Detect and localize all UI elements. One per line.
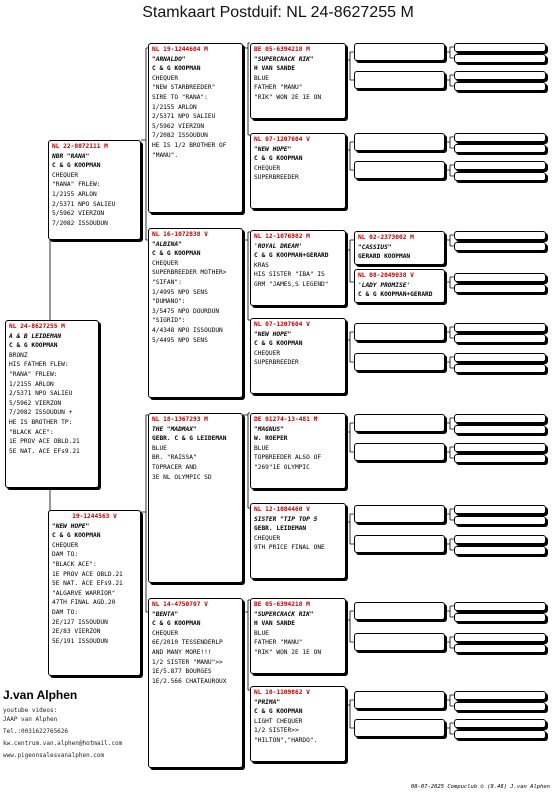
pedigree-card-fmfm[interactable] — [354, 269, 445, 303]
info-line: CHEQUER — [152, 629, 179, 637]
pigeon-name: 'LADY PROMISE' — [358, 281, 411, 289]
page-title: Stamkaart Postduif: NL 24-8627255 M — [142, 4, 414, 21]
owner-name: C & G KOOPMAN — [254, 155, 303, 163]
pedigree-card-empty[interactable] — [454, 505, 546, 514]
pigeon-name: "MAGNUS" — [254, 425, 284, 433]
pedigree-card-empty[interactable] — [354, 133, 445, 151]
info-line: GRM "JAMES,S LEGEND" — [254, 280, 329, 288]
breeder-phone: Tel.:0031622765626 — [3, 728, 69, 735]
info-line: BLUE — [254, 444, 269, 452]
owner-name: C & G KOOPMAN — [152, 250, 201, 258]
owner-name: GEBR. C & G LEIDEMAN — [152, 435, 227, 443]
info-line: SUPERBREEDER — [254, 359, 299, 367]
ring-number: DE 01274-13-481 M — [254, 416, 318, 423]
owner-name: C & G KOOPMAN — [152, 65, 201, 73]
ring-number: BE 05-6394218 M — [254, 46, 310, 53]
breeder-name: J.van Alphen — [3, 688, 78, 702]
pedigree-card-empty[interactable] — [454, 353, 546, 362]
info-line: 47TH FINAL AGD.20 — [52, 599, 116, 607]
pigeon-name: "ARNALDO" — [152, 55, 186, 63]
info-line: 7/2082 ISSOUDUN — [152, 132, 208, 140]
info-line: DAM TO: — [52, 551, 79, 559]
info-line: CHEQUER — [52, 171, 79, 179]
pedigree-card-fmf[interactable] — [250, 230, 346, 306]
pedigree-card-empty[interactable] — [454, 43, 546, 52]
pedigree-card-empty[interactable] — [354, 43, 445, 61]
info-line: 1E/2.566 CHATEAUROUX — [152, 677, 227, 685]
info-line: CHEQUER — [254, 534, 281, 542]
pedigree-card-empty[interactable] — [454, 161, 546, 170]
pedigree-card-empty[interactable] — [454, 730, 546, 739]
info-line: HE IS 1/2 BROTHER OF — [152, 141, 227, 149]
pigeon-name: "SUPERCRACK RIK" — [254, 55, 314, 63]
pedigree-card-empty[interactable] — [454, 414, 546, 423]
info-line: CHEQUER — [254, 164, 281, 172]
info-line: "HILTON","HARDO". — [254, 736, 318, 744]
pedigree-card-empty[interactable] — [354, 353, 445, 371]
info-line: 5/5962 VIERZON — [52, 210, 105, 218]
pedigree-card-empty[interactable] — [354, 414, 445, 432]
pedigree-card-empty[interactable] — [454, 334, 546, 343]
ring-number: NL 08-2049038 V — [358, 272, 414, 279]
pigeon-name: "NEW HOPE" — [254, 330, 292, 338]
info-line: "RIK" WON 2E 1E ON — [254, 648, 322, 656]
info-line: 2/5371 NPO SALIEU — [152, 113, 216, 121]
info-line: BLUE — [254, 629, 269, 637]
pedigree-card-mff[interactable] — [250, 413, 346, 489]
pigeon-name: "NEW HOPE" — [254, 145, 292, 153]
info-line: 6E/2010 TESSENDERLP — [152, 639, 223, 647]
pedigree-card-ff[interactable] — [148, 43, 243, 213]
pigeon-name: "NEW HOPE" — [52, 522, 90, 530]
pedigree-card-empty[interactable] — [454, 613, 546, 622]
info-line: 9TH PRICE FINAL ONE — [254, 544, 325, 552]
pedigree-card-mfm[interactable] — [250, 503, 346, 579]
info-line: CHEQUER — [152, 74, 179, 82]
info-line: 1/2 SISTER>> — [254, 727, 299, 735]
pedigree-card-empty[interactable] — [454, 71, 546, 80]
info-line: LIGHT CHEQUER — [254, 717, 303, 725]
owner-name: C & G KOOPMAN — [254, 340, 303, 348]
info-line: "MANU". — [152, 151, 179, 159]
breeder-email[interactable]: kw.centrum.van.alphen@hotmail.com — [3, 740, 123, 747]
pedigree-card-empty[interactable] — [454, 54, 546, 63]
pedigree-card-mother[interactable] — [48, 510, 141, 676]
ring-number: NL 18-1367293 M — [152, 416, 208, 423]
info-line: 1E/5.877 BOURGES — [152, 668, 212, 676]
breeder-info-line: youtube videos: — [3, 707, 58, 714]
info-line: 5/4495 NPO SENS — [152, 336, 208, 344]
pedigree-card-mmf[interactable] — [250, 598, 346, 674]
pigeon-name: NBR "RANA" — [52, 152, 90, 160]
pedigree-card-empty[interactable] — [354, 719, 445, 737]
info-line: FATHER "MANU" — [254, 84, 303, 92]
info-line: 2/5371 NPO SALIEU — [52, 200, 116, 208]
info-line: "SIFAN": — [152, 278, 182, 286]
pedigree-card-empty[interactable] — [454, 443, 546, 452]
info-line: "SIGRID": — [152, 317, 186, 325]
pedigree-card-empty[interactable] — [354, 691, 445, 709]
info-line: SUPERBREEDER MOTHER> — [152, 269, 227, 277]
pedigree-card-empty[interactable] — [454, 273, 546, 282]
info-line: 1E PROV ACE OBLD.21 — [9, 438, 80, 446]
ring-number: BE 05-6394218 M — [254, 601, 310, 608]
info-line: CHEQUER — [52, 541, 79, 549]
pedigree-card-mm[interactable] — [148, 598, 243, 768]
owner-name: C & G KOOPMAN+GERARD — [358, 291, 433, 299]
pigeon-name: THE "MADMAX" — [152, 425, 197, 433]
ring-number: NL 22-8072111 M — [52, 143, 108, 150]
pedigree-card-empty[interactable] — [454, 231, 546, 240]
pigeon-name: "SUPERCRACK RIK" — [254, 610, 314, 618]
pedigree-card-fm[interactable] — [148, 228, 243, 398]
info-line: 2E/83 VIERZON — [52, 628, 101, 636]
pedigree-card-empty[interactable] — [454, 535, 546, 544]
pedigree-card-empty[interactable] — [454, 633, 546, 642]
pedigree-card-empty[interactable] — [454, 82, 546, 91]
info-line: "RANA" FRLEW: — [52, 181, 101, 189]
ring-number: NL 07-1207604 V — [254, 136, 310, 143]
pedigree-card-empty[interactable] — [454, 702, 546, 711]
info-line: FATHER "MANU" — [254, 639, 303, 647]
pigeon-name: "BENTA" — [152, 610, 179, 618]
pedigree-card-mmm[interactable] — [250, 686, 346, 762]
info-line: 7/2082 ISSOUDUN — [52, 219, 108, 227]
pedigree-card-fmff[interactable] — [354, 231, 445, 265]
info-line: HIS SISTER "IBA" IS — [254, 271, 325, 279]
pedigree-card-empty[interactable] — [454, 719, 546, 728]
owner-name: C & G KOOPMAN — [152, 620, 201, 628]
info-line: 2E/127 ISSOUDUN — [52, 618, 108, 626]
pigeon-name: SISTER "TIP TOP 5 — [254, 515, 318, 523]
info-line: SIRE TO "RANA": — [152, 93, 208, 101]
pedigree-card-fff[interactable] — [250, 43, 346, 119]
pedigree-card-empty[interactable] — [454, 242, 546, 251]
pedigree-card-empty[interactable] — [354, 505, 445, 523]
pedigree-card-fmm[interactable] — [250, 318, 346, 394]
info-line: 7/2082 ISSOUDUN + — [9, 409, 73, 417]
info-line: "269"1E OLYMPIC — [254, 463, 310, 471]
info-line: 1/2155 ARLON — [152, 103, 197, 111]
owner-name: H VAN SANDE — [254, 65, 295, 73]
pedigree-card-empty[interactable] — [354, 161, 445, 179]
owner-name: GERARD KOOPMAN — [358, 253, 411, 261]
pigeon-name: "ALBINA" — [152, 240, 182, 248]
info-line: CHEQUER — [152, 259, 179, 267]
info-line: BLUE — [254, 74, 269, 82]
pedigree-card-empty[interactable] — [354, 71, 445, 89]
ring-number: NL 14-4750707 V — [152, 601, 208, 608]
info-line: "RIK" WON 2E 1E ON — [254, 93, 322, 101]
ring-number: NL 02-2373002 M — [358, 234, 414, 241]
info-line: 5E NAT. ACE EFs9.21 — [9, 447, 80, 455]
pedigree-card-empty[interactable] — [354, 633, 445, 651]
info-line: "ALGARVE WARRIOR" — [52, 589, 116, 597]
owner-name: C & G KOOPMAN — [52, 532, 101, 540]
ring-number: NL 19-1244604 M — [152, 46, 208, 53]
info-line: BRONZ — [9, 351, 28, 359]
info-line: 1/2 SISTER "MANU">> — [152, 658, 223, 666]
pedigree-card-empty[interactable] — [454, 284, 546, 293]
breeder-website[interactable]: www.pigeonsalesvanalphen.com — [3, 752, 105, 759]
ring-number: NL 10-1109862 V — [254, 689, 310, 696]
info-line: 3E NL OLYMPIC SD — [152, 473, 212, 481]
pedigree-card-empty[interactable] — [454, 425, 546, 434]
pedigree-card-empty[interactable] — [454, 516, 546, 525]
breeder-info-line: JAAP van Alphen — [3, 716, 58, 723]
pedigree-card-empty[interactable] — [454, 364, 546, 373]
info-line: 5E NAT. ACE EFs9.21 — [52, 580, 123, 588]
info-line: TOPRACER AND — [152, 463, 197, 471]
pedigree-card-empty[interactable] — [454, 133, 546, 142]
pigeon-name: A & B LEIDEMAN — [9, 332, 62, 340]
info-line: 4/4348 NPO ISSOUDUN — [152, 326, 223, 334]
print-info: 08-07-2025 Compuclub © (9.48) J.van Alphen — [410, 784, 550, 790]
info-line: BLUE — [152, 444, 167, 452]
ring-number: NL 16-1072838 V — [152, 231, 208, 238]
info-line: TOPBREEDER ALSO OF — [254, 454, 322, 462]
ring-number: NL 12-1076982 M — [254, 233, 310, 240]
owner-name: C & G KOOPMAN — [9, 342, 58, 350]
owner-name: W. ROEPER — [254, 435, 288, 443]
owner-name: C & G KOOPMAN+GERARD — [254, 252, 329, 260]
pedigree-card-empty[interactable] — [354, 323, 445, 341]
pedigree-card-empty[interactable] — [454, 546, 546, 555]
info-line: BR. "RAISSA" — [152, 454, 197, 462]
pedigree-card-empty[interactable] — [454, 172, 546, 181]
pedigree-card-empty[interactable] — [454, 454, 546, 463]
ring-number: 19-1244563 V — [72, 513, 117, 520]
info-line: CHEQUER — [254, 349, 281, 357]
pedigree-card-empty[interactable] — [354, 443, 445, 461]
pedigree-card-subject[interactable] — [5, 320, 99, 488]
info-line: 3/5475 NPO DOURDUN — [152, 307, 220, 315]
owner-name: H VAN SANDE — [254, 620, 295, 628]
pedigree-card-mf[interactable] — [148, 413, 243, 583]
info-line: "BLACK ACE": — [9, 428, 54, 436]
info-line: 1/4995 NPO SENS — [152, 288, 208, 296]
info-line: KRAS — [254, 261, 269, 269]
ring-number: NL 24-8627255 M — [9, 323, 65, 330]
owner-name: GEBR. LEIDEMAN — [254, 525, 307, 533]
info-line: 5E/191 ISSOUDUN — [52, 637, 108, 645]
info-line: "NEW STARBREEDER" — [152, 84, 216, 92]
pedigree-card-father[interactable] — [48, 140, 141, 240]
owner-name: C & G KOOPMAN — [52, 162, 101, 170]
pedigree-card-ffm[interactable] — [250, 133, 346, 209]
info-line: 2/5371 NPO SALIEU — [9, 390, 73, 398]
info-line: DAM TO: — [52, 608, 79, 616]
info-line: AND MANY MORE!!! — [152, 648, 212, 656]
pedigree-card-empty[interactable] — [454, 691, 546, 700]
info-line: SUPERBREEDER — [254, 174, 299, 182]
pedigree-card-empty[interactable] — [354, 535, 445, 553]
pedigree-card-empty[interactable] — [454, 602, 546, 611]
info-line: 5/5962 VIERZON — [152, 122, 205, 130]
info-line: "BLACK ACE": — [52, 560, 97, 568]
pigeon-name: "CASSIUS" — [358, 243, 392, 251]
pigeon-name: 'ROYAL DREAM' — [254, 242, 303, 250]
info-line: HE IS BROTHER TP: — [9, 418, 73, 426]
info-line: "DUMANO": — [152, 298, 186, 306]
pedigree-card-empty[interactable] — [454, 644, 546, 653]
info-line: 1E PROV ACE OBLD.21 — [52, 570, 123, 578]
info-line: 1/2155 ARLON — [9, 380, 54, 388]
pedigree-card-empty[interactable] — [454, 323, 546, 332]
info-line: "RANA" FRLEW: — [9, 370, 58, 378]
info-line: 1/2155 ARLON — [52, 190, 97, 198]
pigeon-name: "PRIMA" — [254, 698, 281, 706]
info-line: HIS FATHER FLEW: — [9, 361, 69, 369]
owner-name: C & G KOOPMAN — [254, 708, 303, 716]
info-line: 5/5962 VIERZON — [9, 399, 62, 407]
ring-number: NL 12-1084460 V — [254, 506, 310, 513]
ring-number: NL 07-1207604 V — [254, 321, 310, 328]
pedigree-card-empty[interactable] — [354, 602, 445, 620]
pedigree-card-empty[interactable] — [454, 144, 546, 153]
